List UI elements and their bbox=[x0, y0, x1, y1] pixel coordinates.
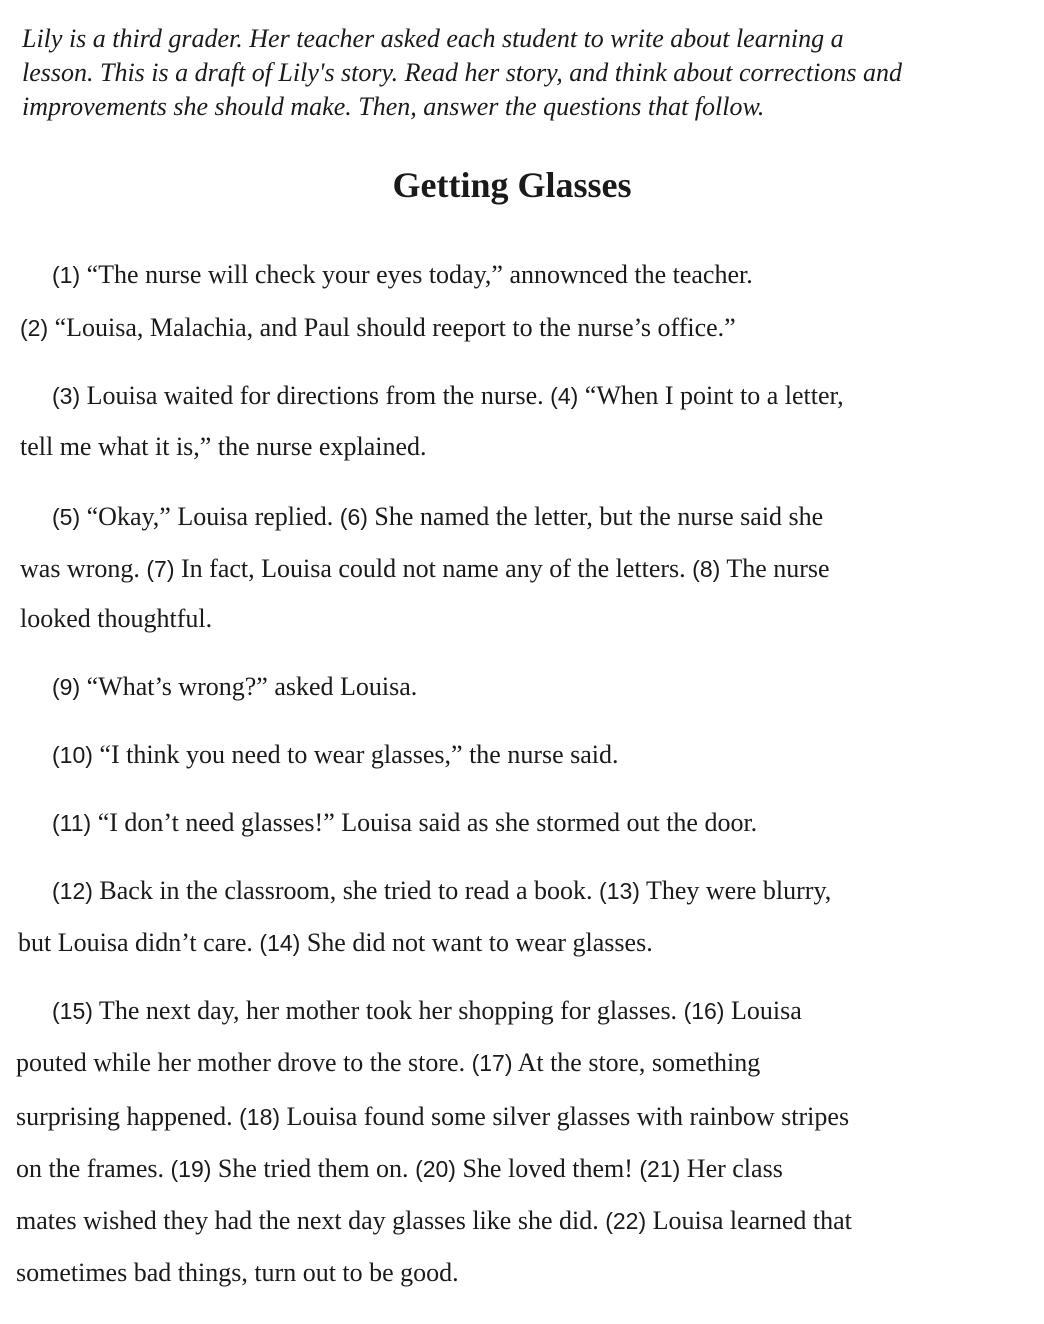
story-line bbox=[52, 672, 417, 702]
sentence-text: “I think you need to wear glasses,” the nurse said. bbox=[92, 740, 619, 769]
story-line bbox=[20, 432, 427, 462]
story-line bbox=[52, 502, 823, 532]
sentence-number: (4) bbox=[550, 383, 579, 409]
sentence-number: (5) bbox=[52, 504, 81, 530]
story-line bbox=[16, 1048, 760, 1078]
sentence-number: (10) bbox=[52, 742, 93, 768]
intro-line-3: improvements she should make. Then, answer the questions that follow. bbox=[22, 92, 765, 121]
sentence-text: pouted while her mother drove to the store. bbox=[16, 1048, 472, 1077]
sentence-text: She named the letter, but the nurse said she bbox=[367, 502, 824, 531]
sentence-text: Her class bbox=[680, 1154, 783, 1183]
sentence-text: Louisa learned that bbox=[646, 1206, 852, 1235]
story-line bbox=[18, 928, 653, 958]
sentence-text: At the store, something bbox=[512, 1048, 761, 1077]
story-line bbox=[52, 740, 619, 770]
sentence-number: (16) bbox=[683, 998, 725, 1024]
sentence-number: (12) bbox=[52, 878, 93, 904]
story-line bbox=[20, 313, 736, 343]
sentence-text: looked thoughtful. bbox=[20, 604, 213, 633]
sentence-text: Louisa waited for directions from the nurse. bbox=[80, 381, 551, 410]
story-title: Getting Glasses bbox=[392, 165, 632, 205]
sentence-number: (2) bbox=[20, 315, 49, 341]
sentence-text: “Okay,” Louisa replied. bbox=[80, 502, 340, 531]
sentence-text: sometimes bad things, turn out to be good. bbox=[16, 1258, 459, 1287]
sentence-text: She loved them! bbox=[455, 1154, 640, 1183]
sentence-number: (17) bbox=[471, 1050, 513, 1076]
sentence-text: surprising happened. bbox=[16, 1102, 240, 1131]
sentence-text: on the frames. bbox=[16, 1154, 171, 1183]
story-line bbox=[20, 554, 830, 584]
sentence-text: Louisa found some silver glasses with rainbow stripes bbox=[280, 1102, 850, 1131]
story-line bbox=[52, 381, 844, 411]
sentence-number: (21) bbox=[639, 1156, 681, 1182]
sentence-number: (13) bbox=[599, 878, 640, 904]
sentence-number: (14) bbox=[259, 930, 301, 956]
intro-instructions bbox=[22, 22, 1012, 124]
sentence-text: mates wished they had the next day glasses like she did. bbox=[16, 1206, 606, 1235]
story-line bbox=[52, 996, 802, 1026]
sentence-text: “Louisa, Malachia, and Paul should reeport to the nurse’s office.” bbox=[48, 313, 736, 342]
sentence-text: but Louisa didn’t care. bbox=[18, 928, 260, 957]
sentence-text: They were blurry, bbox=[639, 876, 832, 905]
sentence-text: was wrong. bbox=[20, 554, 147, 583]
sentence-number: (22) bbox=[605, 1208, 647, 1234]
sentence-number: (19) bbox=[170, 1156, 212, 1182]
story-line bbox=[20, 604, 212, 634]
sentence-text: The next day, her mother took her shopping for glasses. bbox=[92, 996, 684, 1025]
sentence-text: “When I point to a letter, bbox=[578, 381, 844, 410]
story-line bbox=[16, 1102, 849, 1132]
sentence-text: Louisa bbox=[724, 996, 802, 1025]
sentence-text: “The nurse will check your eyes today,” annownced the teacher. bbox=[80, 260, 753, 289]
sentence-number: (3) bbox=[52, 383, 81, 409]
sentence-text: “What’s wrong?” asked Louisa. bbox=[80, 672, 418, 701]
sentence-number: (11) bbox=[52, 810, 92, 836]
sentence-text: She did not want to wear glasses. bbox=[300, 928, 653, 957]
story-line bbox=[52, 808, 757, 838]
sentence-number: (6) bbox=[339, 504, 368, 530]
story-line bbox=[52, 876, 831, 906]
sentence-text: “I don’t need glasses!” Louisa said as she stormed out the door. bbox=[91, 808, 758, 837]
sentence-number: (18) bbox=[239, 1104, 281, 1130]
sentence-text: She tried them on. bbox=[211, 1154, 416, 1183]
story-line bbox=[52, 260, 753, 290]
sentence-number: (20) bbox=[415, 1156, 456, 1182]
sentence-text: tell me what it is,” the nurse explained. bbox=[20, 432, 427, 461]
story-line bbox=[16, 1258, 459, 1288]
intro-line-1: Lily is a third grader. Her teacher asked each student to write about learning a bbox=[22, 24, 844, 53]
sentence-number: (1) bbox=[52, 262, 81, 288]
sentence-text: In fact, Louisa could not name any of the letters. bbox=[174, 554, 693, 583]
sentence-number: (15) bbox=[52, 998, 93, 1024]
sentence-text: Back in the classroom, she tried to read a book. bbox=[92, 876, 600, 905]
sentence-number: (7) bbox=[146, 556, 175, 582]
story-line bbox=[16, 1206, 852, 1236]
sentence-number: (9) bbox=[52, 674, 81, 700]
sentence-number: (8) bbox=[692, 556, 721, 582]
sentence-text: The nurse bbox=[720, 554, 830, 583]
intro-line-2: lesson. This is a draft of Lily's story. Read her story, and think about corrections and bbox=[22, 58, 902, 87]
story-line bbox=[16, 1154, 783, 1184]
